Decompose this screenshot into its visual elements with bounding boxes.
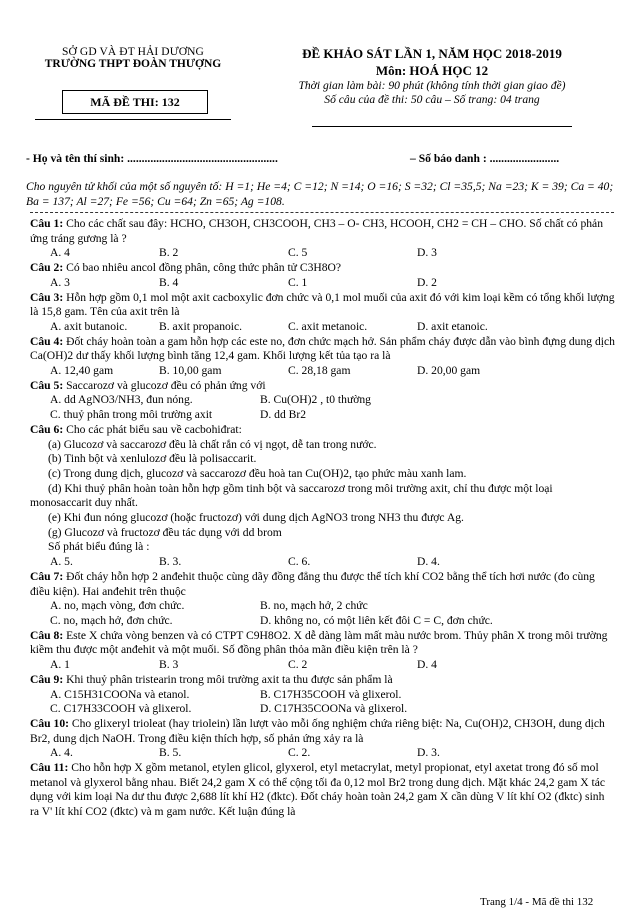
options-9b <box>30 702 616 717</box>
option: B. C17H35COOH và glixerol. <box>260 687 402 701</box>
option: D. 3 <box>417 246 437 260</box>
page-footer: Trang 1/4 - Mã đề thi 132 <box>480 896 594 908</box>
option: B. 10,00 gam <box>159 364 222 378</box>
option: D. dd Br2 <box>260 408 307 422</box>
option: A. 12,40 gam <box>50 364 114 378</box>
header-left <box>28 46 238 70</box>
option: A. axit butanoic. <box>50 319 128 333</box>
questions <box>30 217 616 820</box>
option: A. no, mạch vòng, đơn chức. <box>50 599 185 613</box>
option: B. 3 <box>159 658 179 672</box>
option: D. 2 <box>417 275 437 289</box>
question-9: Câu 9: Khi thuỷ phân tristearin trong môi trường axit ta thu được sản phẩm là <box>30 672 393 686</box>
option: C. 2. <box>288 746 311 760</box>
option: B. axit propanoic. <box>159 319 243 333</box>
question-7: Câu 7: Đốt cháy hỗn hợp 2 anđehit thuộc cùng dãy đồng đẳng thu được thể tích khí CO2 bằng thể tích hơi nước (đo cùng điều kiện). Hai anđehit trên thuộc <box>30 569 595 598</box>
question-6: Câu 6: Cho các phát biểu sau về cacbohiđrat: <box>30 422 242 436</box>
school-name: TRƯỜNG THPT ĐOÀN THƯỢNG <box>44 58 222 70</box>
options-7b <box>30 614 616 629</box>
option: A. C15H31COONa và etanol. <box>50 687 190 701</box>
question-10: Câu 10: Cho glixeryl trioleat (hay triolein) lần lượt vào mỗi ống nghiệm chứa riêng biệt: Na, Cu(OH)2, CH3OH, dung dịch Br2, dung dịch NaOH. Trong điều kiện thích hợp, số phản ứng xảy ra là <box>30 716 605 745</box>
option: C. thuỷ phân trong môi trường axit <box>50 408 213 422</box>
student-info <box>26 152 616 165</box>
statement: (b) Tinh bột và xenlulozơ đều là polisaccarit. <box>48 452 257 466</box>
option: B. no, mạch hở, 2 chức <box>260 599 368 613</box>
question-1: Câu 1: Cho các chất sau đây: HCHO, CH3OH, CH3COOH, CH3 – O- CH3, HCOOH, CH2 = CH – CHO. Số chất có phản ứng tráng gương là ? <box>30 217 603 245</box>
student-name-field: - Họ và tên thí sinh: .................................................... <box>26 152 278 165</box>
exam-code-box: MÃ ĐỀ THI: 132 <box>62 90 208 114</box>
option: A. dd AgNO3/NH3, đun nóng. <box>50 393 193 407</box>
option: B. 5. <box>159 746 182 760</box>
question-3: Câu 3: Hỗn hợp gồm 0,1 mol một axit cacboxylic đơn chức và 0,1 mol muối của axit đó với kim loại kềm có tổng khối lượng là 15,8 gam. Tên của axit trên là <box>30 290 615 319</box>
question-4: Câu 4: Đốt cháy hoàn toàn a gam hỗn hợp các este no, đơn chức mạch hở. Sản phẩm cháy được dẫn vào bình đựng dung dịch Ca(OH)2 dư thấy khối lượng bình tăng 12,4 gam. Khối lượng kết tủa tạo ra là <box>30 334 615 363</box>
options-2 <box>30 276 616 291</box>
option: B. 4 <box>159 275 179 289</box>
dashed-divider <box>30 212 614 213</box>
statement: Số phát biểu đúng là : <box>48 540 150 554</box>
exam-time: Thời gian làm bài: 90 phút (không tính thời gian giao đề) <box>298 79 566 92</box>
option: D. 3. <box>417 746 440 760</box>
options-4 <box>30 364 616 379</box>
option: A. 4 <box>50 246 70 260</box>
statement: (c) Trong dung dịch, glucozơ và saccarozơ đều hoà tan Cu(OH)2, tạo phức màu xanh lam. <box>48 466 467 480</box>
student-id-field: – Số báo danh : ........................ <box>410 152 560 165</box>
statement: (e) Khi đun nóng glucozơ (hoặc fructozơ) với dung dịch AgNO3 trong NH3 thu được Ag. <box>48 511 464 525</box>
question-5: Câu 5: Saccarozơ và glucozơ đều có phản ứng với <box>30 378 266 392</box>
statement: (d) Khi thuỷ phân hoàn toàn hỗn hợp gồm tinh bột và saccarozơ trong môi trường axit, chỉ thu được một loại monosaccarit duy nhất. <box>30 481 553 510</box>
options-5b <box>30 408 616 423</box>
exam-subject: Môn: HOÁ HỌC 12 <box>375 63 489 78</box>
options-7a <box>30 599 616 614</box>
option: C. 1 <box>288 275 308 289</box>
statement: (g) Glucozơ và fructozơ đều tác dụng với dd brom <box>48 525 282 539</box>
option: B. 3. <box>159 555 182 569</box>
option: C. axit metanoic. <box>288 319 368 333</box>
header-right <box>252 46 612 107</box>
option: D. không no, có một liên kết đôi C = C, đơn chức. <box>260 613 493 627</box>
question-8: Câu 8: Este X chứa vòng benzen và có CTPT C9H8O2. X dễ dàng làm mất màu nước brom. Thủy phân X trong môi trường kiềm thu được một anđehit và một muối. Số đồng phân thỏa mãn điều kiện trên là ? <box>30 628 608 657</box>
department-name: SỞ GD VÀ ĐT HẢI DƯƠNG <box>62 46 204 58</box>
options-5a <box>30 393 616 408</box>
divider <box>35 119 231 120</box>
option: C. no, mạch hở, đơn chức. <box>50 613 173 627</box>
options-6 <box>30 555 616 570</box>
divider <box>312 126 572 127</box>
option: A. 4. <box>50 746 73 760</box>
option: D. C17H35COONa và glixerol. <box>260 702 408 716</box>
atomic-masses: Cho nguyên tử khối của một số nguyên tố: H =1; He =4; C =12; N =14; O =16; S =32; Cl =35,5; Na =23; K = 39; Ca = 40; Ba = 137; Al =27; Fe =56; Cu =64; Zn =65; Ag =108. <box>26 180 614 208</box>
option: D. axit etanoic. <box>417 319 488 333</box>
option: B. 2 <box>159 246 179 260</box>
option: D. 4 <box>417 658 437 672</box>
options-1 <box>30 246 616 261</box>
option: C. 28,18 gam <box>288 364 351 378</box>
option: A. 5. <box>50 555 73 569</box>
option: C. C17H33COOH và glixerol. <box>50 702 192 716</box>
question-11: Câu 11: Cho hỗn hợp X gồm metanol, etylen glicol, glyxerol, etyl metacrylat, metyl propionat, etyl axetat trong đó số mol metanol và glyxerol bằng nhau. Biết 24,2 gam X có thể cộng tối đa 0,12 mol Br2 trong dung dịch. Mặt khác 24,2 gam X tác dụng với kim loại Na dư thu được 2,688 lít khí H2 (đktc). Đốt cháy hoàn toàn 24,2 gam X cần dùng V lít khí O2 (đktc) sinh ra V' lít khí CO2 (đktc) và m gam nước. Kết luận đúng là <box>30 761 606 819</box>
options-10 <box>30 746 616 761</box>
options-3 <box>30 320 616 335</box>
options-9a <box>30 688 616 703</box>
option: A. 1 <box>50 658 70 672</box>
statement: (a) Glucozơ và saccarozơ đều là chất rắn có vị ngọt, dễ tan trong nước. <box>48 437 377 451</box>
option: D. 4. <box>417 555 440 569</box>
question-2: Câu 2: Có bao nhiêu ancol đồng phân, công thức phân tử C3H8O? <box>30 261 342 275</box>
option: D. 20,00 gam <box>417 364 481 378</box>
option: C. 6. <box>288 555 311 569</box>
options-8 <box>30 658 616 673</box>
option: A. 3 <box>50 275 70 289</box>
exam-title: ĐỀ KHẢO SÁT LẦN 1, NĂM HỌC 2018-2019 <box>302 46 562 61</box>
option: C. 2 <box>288 658 308 672</box>
exam-count: Số câu của đề thi: 50 câu – Số trang: 04 trang <box>324 93 540 106</box>
option: B. Cu(OH)2 , t0 thường <box>260 393 371 407</box>
option: C. 5 <box>288 246 308 260</box>
